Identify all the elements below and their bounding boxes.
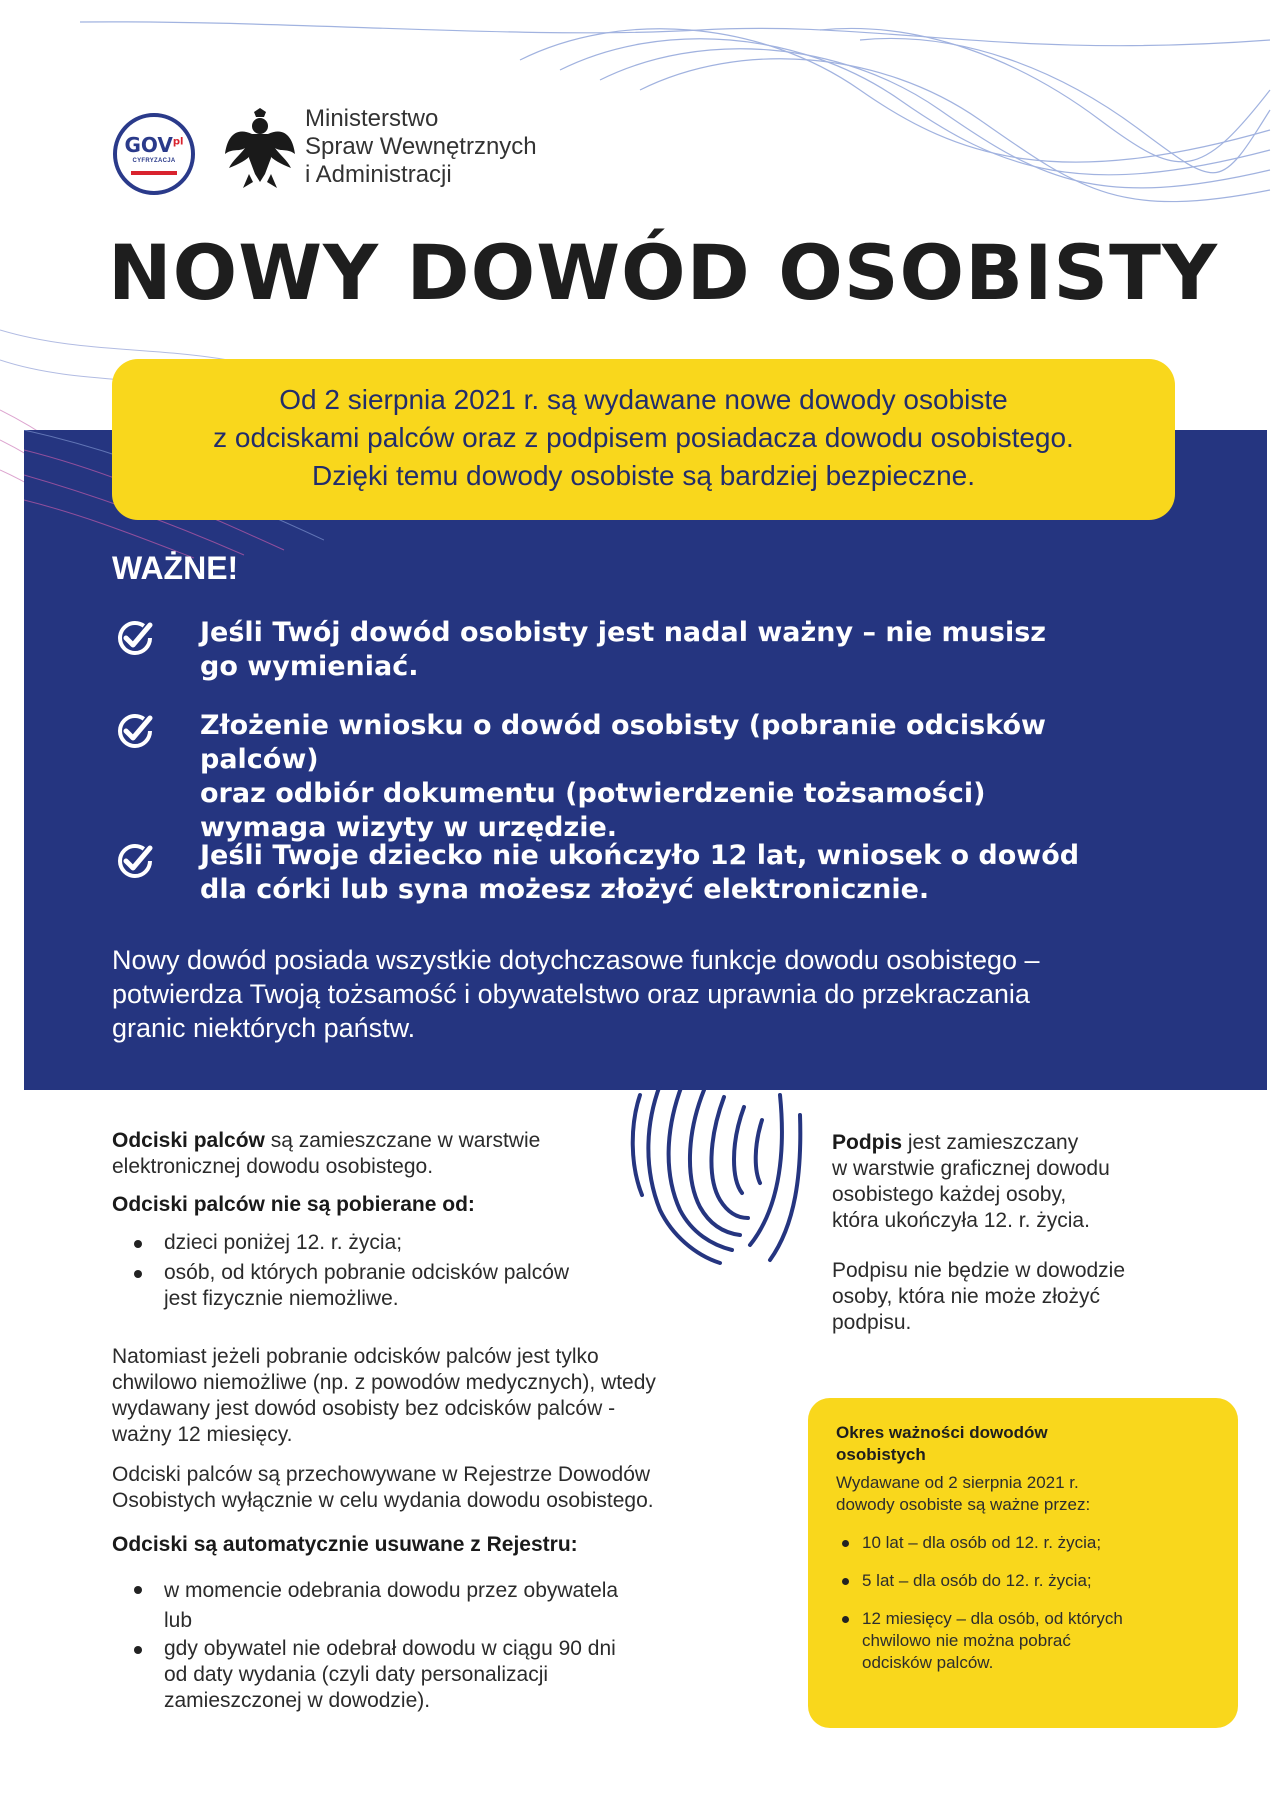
signature-text: jest zamieszczany — [902, 1131, 1079, 1154]
important-note — [112, 943, 1192, 1045]
important-point — [200, 616, 1160, 684]
list-item-line: 10 lat – dla osób od 12. r. życia; — [862, 1533, 1102, 1552]
note-line: wydawany jest dowód osobisty bez odcisków palców - — [112, 1397, 616, 1420]
point-line: Złożenie wniosku o dowód osobisty (pobranie odcisków palców) — [200, 710, 1046, 775]
list-item-line: 5 lat – dla osób do 12. r. życia; — [862, 1571, 1092, 1590]
list-item — [836, 1608, 1216, 1674]
signature-section — [832, 1130, 1192, 1336]
point-line: Jeśli Twój dowód osobisty jest nadal ważny – nie musisz — [200, 617, 1047, 648]
signature-text: w warstwie graficznej dowodu — [832, 1157, 1110, 1180]
signature-bold: Podpis — [832, 1131, 903, 1154]
validity-intro-line: Wydawane od 2 sierpnia 2021 r. — [836, 1473, 1079, 1492]
validity-content — [836, 1422, 1216, 1674]
list-item — [836, 1532, 1216, 1554]
list-item — [112, 1230, 642, 1256]
list-item — [112, 1260, 642, 1312]
ministry-line: i Administracji — [305, 161, 452, 188]
validity-list — [836, 1532, 1216, 1674]
fingerprint-icon — [620, 1085, 810, 1270]
gov-pl-logo — [113, 113, 195, 195]
ministry-line: Ministerstwo — [305, 105, 439, 132]
page-title: NOWY DOWÓD OSOBISTY — [108, 228, 1218, 317]
intro-text — [112, 381, 1175, 495]
point-line: go wymieniać. — [200, 651, 419, 682]
validity-intro-line: dowody osobiste są ważne przez: — [836, 1495, 1091, 1514]
temporary-note — [112, 1344, 762, 1448]
gov-logo-suffix: pl — [172, 136, 184, 148]
removal-list — [112, 1576, 762, 1714]
signature-text: osobistego każdej osoby, — [832, 1183, 1067, 1206]
list-item-line: w momencie odebrania dowodu przez obywatela — [164, 1579, 619, 1602]
intro-line: Dzięki temu dowody osobiste są bardziej bezpieczne. — [311, 460, 976, 491]
ministry-name — [305, 105, 537, 189]
list-item-line: od daty wydania (czyli daty personalizacji — [164, 1663, 549, 1686]
point-line: dla córki lub syna możesz złożyć elektronicznie. — [200, 874, 930, 905]
list-item-line: osób, od których pobranie odcisków palców — [164, 1261, 570, 1284]
list-item — [112, 1636, 762, 1714]
note-line: granic niektórych państw. — [112, 1013, 416, 1043]
list-item-line: zamieszczonej w dowodzie). — [164, 1689, 431, 1712]
removal-section — [112, 1532, 762, 1714]
validity-intro — [836, 1472, 1216, 1516]
validity-heading — [836, 1422, 1216, 1466]
polish-eagle-emblem-icon — [225, 108, 295, 190]
note-line: Natomiast jeżeli pobranie odcisków palców jest tylko — [112, 1345, 599, 1368]
important-point — [200, 709, 1160, 845]
note-line: podpisu. — [832, 1311, 912, 1334]
list-item — [836, 1570, 1216, 1592]
check-circle-icon — [114, 840, 156, 882]
intro-line: Od 2 sierpnia 2021 r. są wydawane nowe dowody osobiste — [279, 384, 1008, 415]
list-item-line: odcisków palców. — [862, 1653, 994, 1672]
important-heading: WAŻNE! — [112, 550, 239, 586]
gov-logo-text: GOV — [124, 133, 173, 157]
note-line: Odciski palców są przechowywane w Rejestrze Dowodów — [112, 1463, 651, 1486]
important-point — [200, 839, 1160, 907]
note-line: potwierdza Twoją tożsamość i obywatelstwo oraz uprawnia do przekraczania — [112, 979, 1030, 1009]
check-circle-icon — [114, 617, 156, 659]
signature-note — [832, 1258, 1192, 1336]
fingerprints-section — [112, 1128, 642, 1312]
list-item — [112, 1576, 762, 1636]
list-item-line: 12 miesięcy – dla osób, od których — [862, 1609, 1123, 1628]
gov-logo-subtitle: CYFRYZACJA — [132, 158, 176, 164]
note-line: osoby, która nie może złożyć — [832, 1285, 1101, 1308]
validity-heading-line: Okres ważności dowodów — [836, 1423, 1048, 1442]
ministry-line: Spraw Wewnętrznych — [305, 133, 537, 160]
list-item-line: chwilowo nie można pobrać — [862, 1631, 1071, 1650]
list-item-line: jest fizycznie niemożliwe. — [164, 1287, 399, 1310]
fingerprints-intro-text: elektronicznej dowodu osobistego. — [112, 1155, 434, 1178]
point-line: Jeśli Twoje dziecko nie ukończyło 12 lat, wniosek o dowód — [200, 840, 1080, 871]
list-item-line: gdy obywatel nie odebrał dowodu w ciągu 90 dni — [164, 1637, 616, 1660]
fingerprints-intro-text: są zamieszczane w warstwie — [264, 1129, 541, 1152]
signature-text: która ukończyła 12. r. życia. — [832, 1209, 1090, 1232]
point-line: wymaga wizyty w urzędzie. — [200, 812, 618, 843]
note-line: Podpisu nie będzie w dowodzie — [832, 1259, 1126, 1282]
list-item-line: dzieci poniżej 12. r. życia; — [164, 1231, 403, 1254]
validity-heading-line: osobistych — [836, 1445, 926, 1464]
intro-line: z odciskami palców oraz z podpisem posiadacza dowodu osobistego. — [213, 422, 1074, 453]
check-circle-icon — [114, 710, 156, 752]
note-line: Osobistych wyłącznie w celu wydania dowodu osobistego. — [112, 1489, 654, 1512]
storage-note — [112, 1462, 762, 1514]
point-line: oraz odbiór dokumentu (potwierdzenie tożsamości) — [200, 778, 986, 809]
not-taken-heading: Odciski palców nie są pobierane od: — [112, 1193, 475, 1216]
note-line: chwilowo niemożliwe (np. z powodów medycznych), wtedy — [112, 1371, 656, 1394]
note-line: Nowy dowód posiada wszystkie dotychczasowe funkcje dowodu osobistego – — [112, 945, 1040, 975]
fingerprints-intro-bold: Odciski palców — [112, 1129, 265, 1152]
removal-heading: Odciski są automatycznie usuwane z Rejestru: — [112, 1533, 578, 1556]
not-taken-list — [112, 1230, 642, 1312]
list-item-line: lub — [164, 1609, 193, 1632]
note-line: ważny 12 miesięcy. — [112, 1423, 293, 1446]
